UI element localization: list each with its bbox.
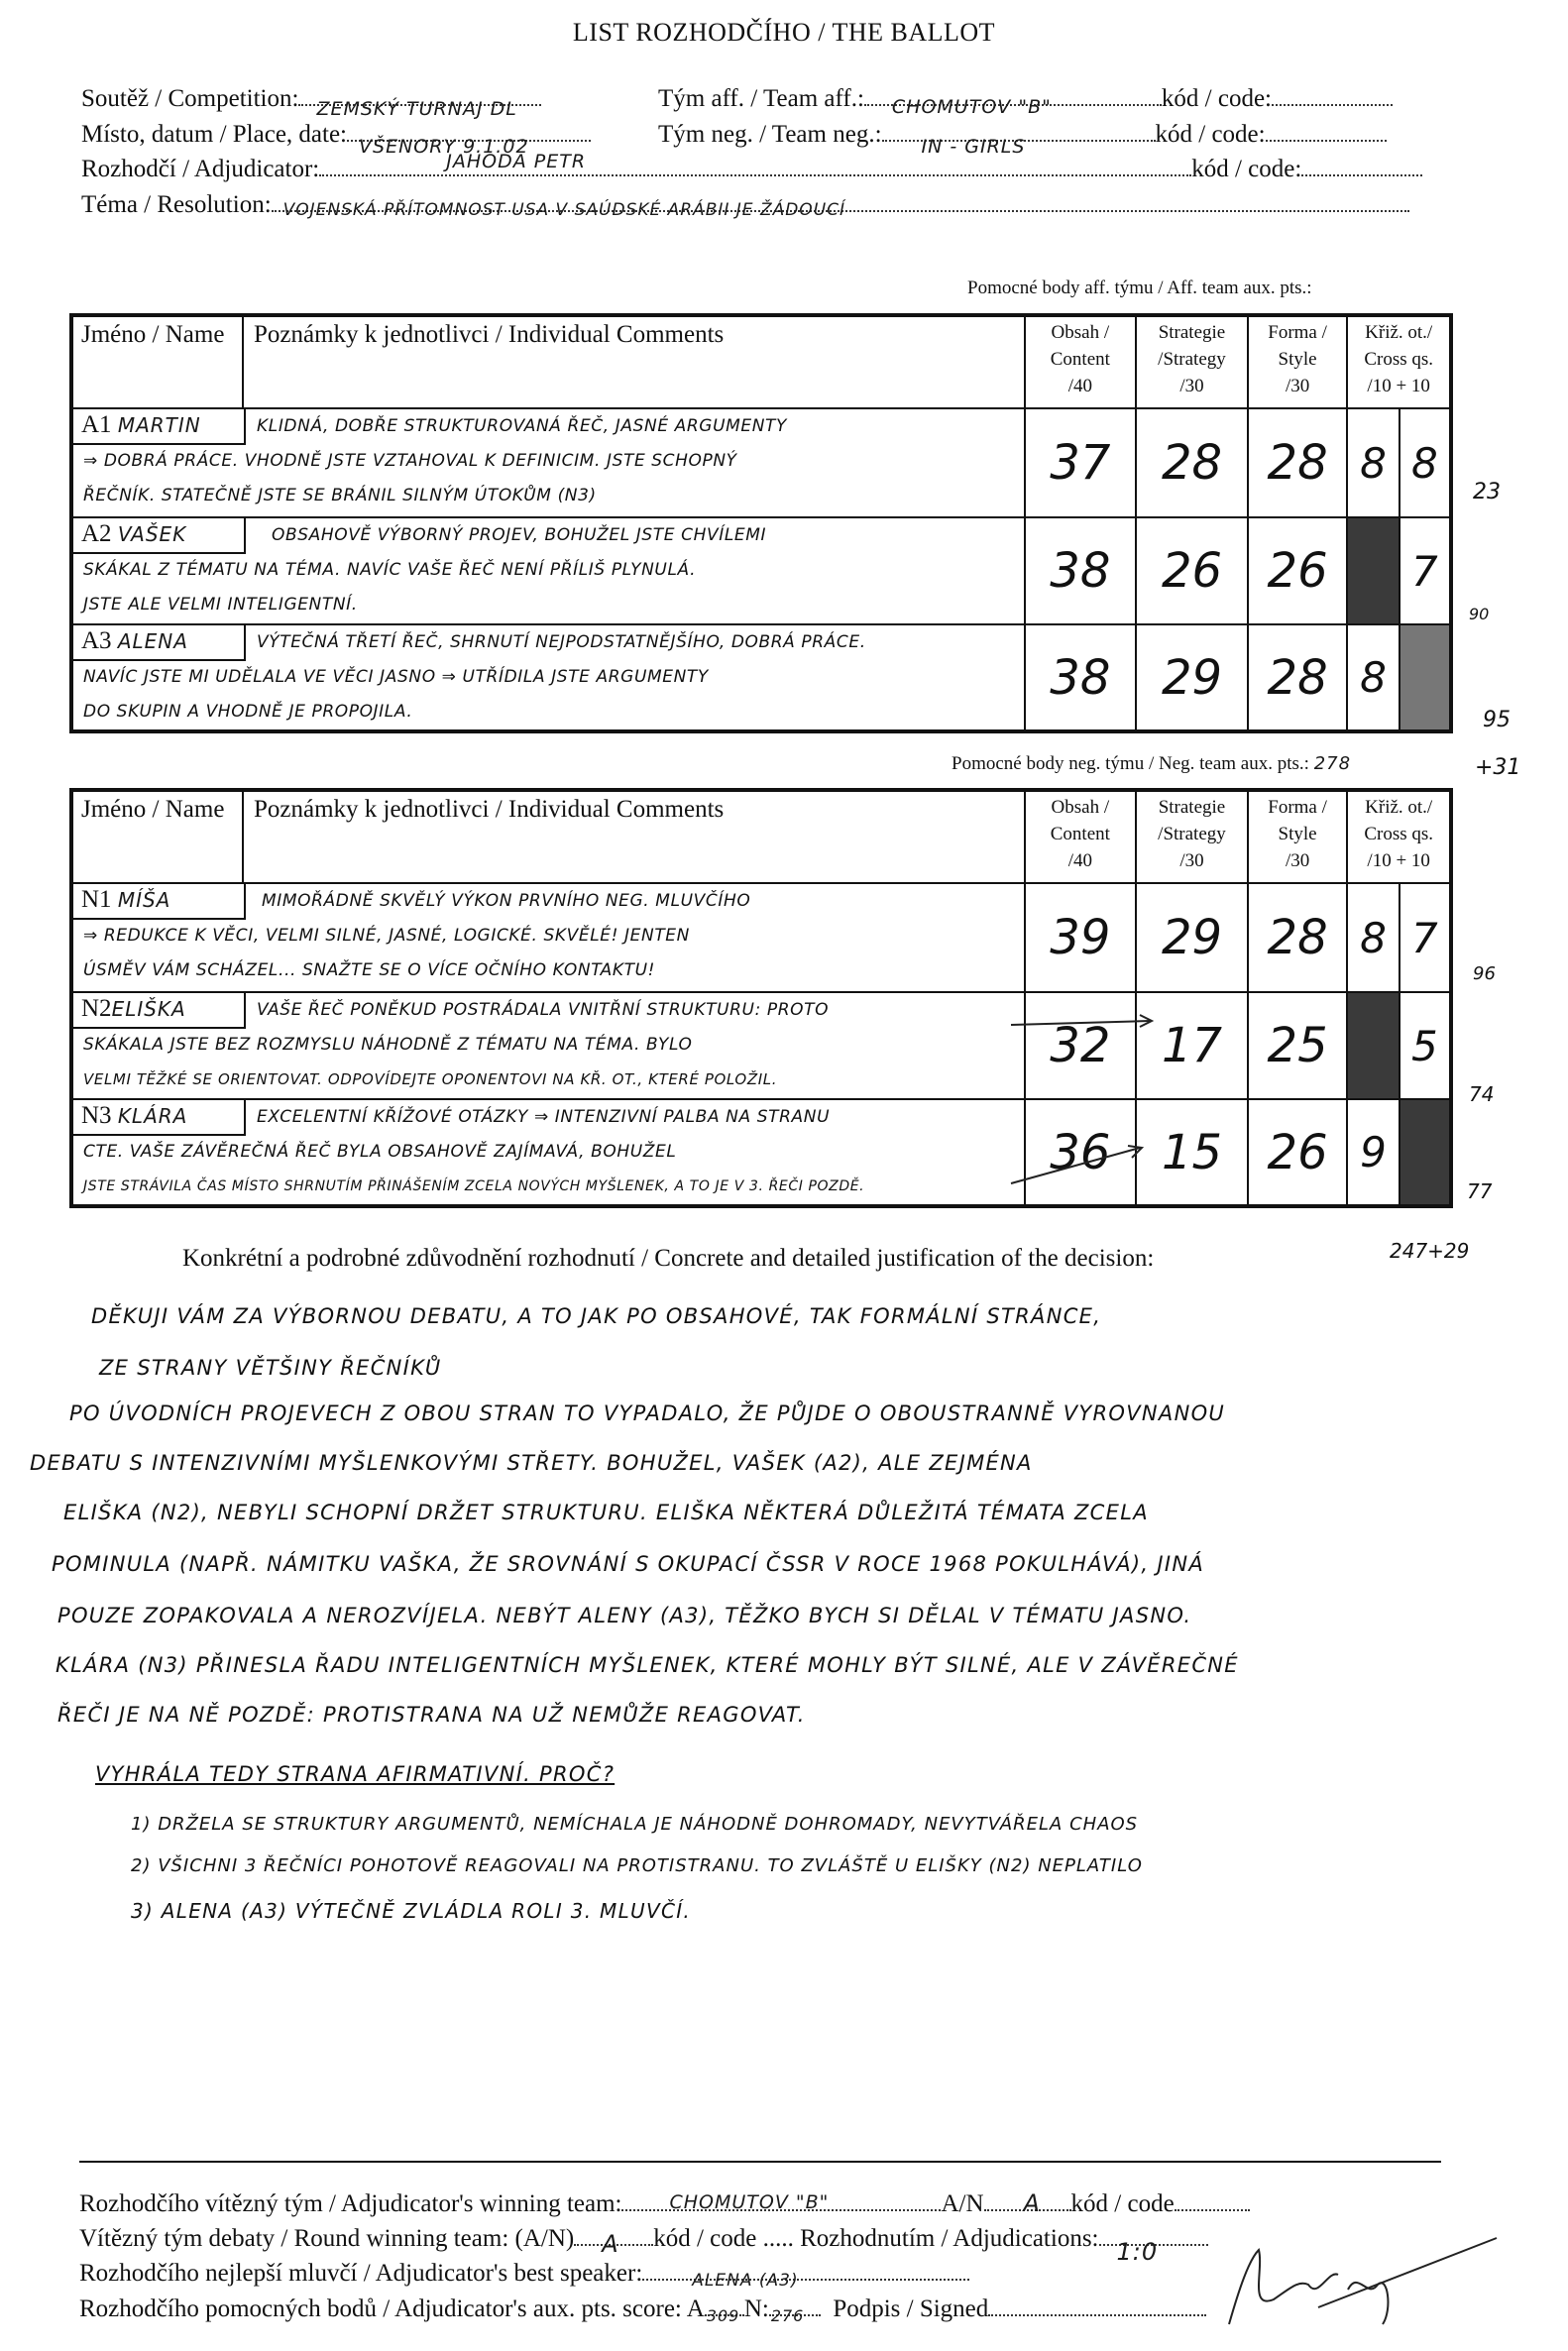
strategy-score[interactable]: 17 [1136, 992, 1248, 1099]
justification-line: ZE STRANY VĚTŠINY ŘEČNÍKŮ [99, 1356, 442, 1380]
speaker-comment-cell[interactable] [71, 992, 1025, 1099]
bonus-score[interactable]: 5 [1400, 992, 1451, 1099]
comment-line: SKÁKALA JSTE BEZ ROZMYSLU NÁHODNĚ Z TÉMATU NA TÉMA. BYLO [83, 1035, 693, 1055]
best-speaker-label: Rozhodčího nejlepší mluvčí / Adjudicator's best speaker: [79, 2260, 643, 2287]
comment-line: ⇒ REDUKCE K VĚCI, VELMI SILNÉ, JASNÉ, LOGICKÉ. SKVĚLÉ! JENTEN [83, 926, 690, 946]
aff-score-table [69, 313, 1453, 733]
style-score[interactable]: 28 [1248, 883, 1348, 992]
row-total-n1: 96 [1473, 963, 1496, 984]
cross-score[interactable]: 8 [1347, 624, 1399, 731]
place-label: Místo, datum / Place, date: [81, 121, 348, 148]
neg-header-row [71, 790, 1451, 883]
reason-item: 2) VŠICHNI 3 ŘEČNÍCI POHOTOVĚ REAGOVALI NA PROTISTRANU. TO ZVLÁŠTĚ U ELIŠKY (N2) NEPLATILO [131, 1855, 1143, 1876]
speaker-label: A2 [81, 520, 112, 547]
aux-a-field[interactable] [705, 2306, 744, 2325]
neg-aux-label: Pomocné body neg. týmu / Neg. team aux. pts.: 278 [952, 753, 1352, 774]
reason-item: 3) ALENA (A3) VÝTEČNĚ ZVLÁDLA ROLI 3. MLUVČÍ. [131, 1899, 692, 1923]
adjudicator-value: JAHODA PETR [446, 151, 587, 172]
bonus-score[interactable]: 7 [1400, 883, 1451, 992]
adjudicator-field[interactable] [319, 151, 1191, 176]
content-score[interactable]: 36 [1025, 1099, 1137, 1206]
adjudicator-code-label: kód / code: [1191, 156, 1302, 182]
justification-line: POMINULA (NAPŘ. NÁMITKU VAŠKA, ŽE SROVNÁNÍ S OKUPACÍ ČSSR V ROCE 1968 POKULHÁVÁ), JINÁ [52, 1552, 1204, 1576]
speaker-name: ALENA [117, 629, 188, 653]
bonus-score[interactable]: 8 [1400, 408, 1451, 517]
team-neg-row [658, 121, 1387, 158]
strategy-score[interactable]: 28 [1136, 408, 1248, 517]
cross-header: Křiž. ot./ Cross qs. /10 + 10 [1347, 790, 1451, 883]
style-header: Forma / Style /30 [1248, 790, 1348, 883]
round-winning-row [79, 2225, 1208, 2266]
speaker-row-a1 [71, 408, 1451, 517]
neg-score-table [69, 788, 1453, 1208]
strategy-score[interactable]: 26 [1136, 517, 1248, 624]
competition-field[interactable] [298, 98, 541, 120]
comment-line: KLIDNÁ, DOBŘE STRUKTUROVANÁ ŘEČ, JASNÉ ARGUMENTY [257, 416, 788, 436]
place-field[interactable] [347, 136, 591, 158]
team-aff-label: Tým aff. / Team aff.: [658, 85, 864, 112]
resolution-label: Téma / Resolution: [81, 191, 272, 218]
comment-line: EXCELENTNÍ KŘÍŽOVÉ OTÁZKY ⇒ INTENZIVNÍ PALBA NA STRANU [257, 1107, 831, 1127]
cross-score[interactable]: 8 [1347, 408, 1399, 517]
speaker-row-n1 [71, 883, 1451, 992]
bonus-score[interactable]: 7 [1400, 517, 1451, 624]
aux-n-field[interactable] [769, 2306, 821, 2325]
speaker-comment-cell[interactable] [71, 408, 1025, 517]
team-aff-row [658, 85, 1393, 118]
strategy-header: Strategie /Strategy /30 [1136, 315, 1248, 408]
team-aff-field[interactable] [864, 96, 1162, 118]
speaker-comment-cell[interactable] [71, 624, 1025, 731]
justification-line: POUZE ZOPAKOVALA A NEROZVÍJELA. NEBÝT ALENY (A3), TĚŽKO BYCH SI DĚLAL V TÉMATU JASNO. [57, 1604, 1192, 1627]
adjudications-value: 1:0 [1116, 2238, 1159, 2266]
justification-line: ŘEČI JE NA NĚ POZDĚ: PROTISTRANA NA UŽ NEMŮŽE REAGOVAT. [57, 1703, 806, 1727]
aff-sum-note: +31 [1475, 755, 1521, 780]
competition-value: ZEMSKÝ TURNAJ DL [316, 98, 517, 120]
comment-line: ⇒ DOBRÁ PRÁCE. VHODNĚ JSTE VZTAHOVAL K DEFINICIM. JSTE SCHOPNÝ [83, 451, 737, 471]
team-neg-value: IN - GIRLS [921, 136, 1026, 158]
content-header: Obsah / Content /40 [1025, 315, 1137, 408]
justification-line: DĚKUJI VÁM ZA VÝBORNOU DEBATU, A TO JAK PO OBSAHOVÉ, TAK FORMÁLNÍ STRÁNCE, [91, 1304, 1102, 1328]
adjudicator-label: Rozhodčí / Adjudicator: [81, 156, 320, 182]
justification-label: Konkrétní a podrobné zdůvodnění rozhodnutí / Concrete and detailed justification of the decision: [182, 1245, 1155, 1272]
an-field[interactable] [984, 2189, 1071, 2217]
bonus-score-shaded [1400, 624, 1451, 731]
speaker-comment-cell[interactable] [71, 1099, 1025, 1206]
reason-item: 1) DRŽELA SE STRUKTURY ARGUMENTŮ, NEMÍCHALA JE NÁHODNĚ DOHROMADY, NEVYTVÁŘELA CHAOS [131, 1814, 1139, 1835]
best-speaker-row [79, 2260, 969, 2291]
comment-line: OBSAHOVĚ VÝBORNÝ PROJEV, BOHUŽEL JSTE CHVÍLEMI [272, 525, 767, 545]
speaker-row-a3 [71, 624, 1451, 731]
content-score[interactable]: 38 [1025, 624, 1137, 731]
speaker-label: A3 [81, 627, 112, 654]
aff-header-row [71, 315, 1451, 408]
strategy-header: Strategie /Strategy /30 [1136, 790, 1248, 883]
competition-row [81, 85, 541, 120]
comment-line: VELMI TĚŽKÉ SE ORIENTOVAT. ODPOVÍDEJTE OPONENTOVI NA KŘ. OT., KTERÉ POLOŽIL. [83, 1070, 778, 1088]
best-speaker-value: ALENA (A3) [692, 2271, 799, 2291]
cross-score-shaded [1347, 517, 1399, 624]
justification-line: ELIŠKA (N2), NEBYLI SCHOPNÍ DRŽET STRUKTURU. ELIŠKA NĚKTERÁ DŮLEŽITÁ TÉMATA ZCELA [63, 1501, 1149, 1524]
speaker-label: N2 [81, 995, 112, 1022]
resolution-value: VOJENSKÁ PŘÍTOMNOST USA V SAÚDSKÉ ARÁBII JE ŽÁDOUCÍ [282, 200, 846, 220]
strategy-score[interactable]: 29 [1136, 883, 1248, 992]
comment-line: CTE. VAŠE ZÁVĚREČNÁ ŘEČ BYLA OBSAHOVĚ ZAJÍMAVÁ, BOHUŽEL [83, 1142, 677, 1162]
speaker-row-n3 [71, 1099, 1451, 1206]
resolution-field[interactable] [272, 200, 1409, 220]
speaker-row-n2 [71, 992, 1451, 1099]
winning-team-field[interactable] [621, 2191, 941, 2213]
style-score[interactable]: 26 [1248, 1099, 1348, 1206]
bonus-score-shaded [1400, 1099, 1451, 1206]
style-score[interactable]: 26 [1248, 517, 1348, 624]
neg-sum-note: 247+29 [1390, 1239, 1470, 1263]
row-total-a3: 95 [1483, 708, 1511, 732]
comments-header: Poznámky k jednotlivci / Individual Comments [243, 315, 1025, 408]
speaker-row-a2 [71, 517, 1451, 624]
name-header: Jméno / Name [71, 790, 243, 883]
adjudications-label: Rozhodnutím / Adjudications: [800, 2225, 1099, 2252]
cross-header: Křiž. ot./ Cross qs. /10 + 10 [1347, 315, 1451, 408]
winning-team-row [79, 2190, 1250, 2218]
row-total-n2: 74 [1469, 1082, 1495, 1106]
content-score[interactable]: 37 [1025, 408, 1137, 517]
strategy-score[interactable]: 15 [1136, 1099, 1248, 1206]
speaker-name: MARTIN [117, 413, 201, 437]
winning-team-label: Rozhodčího vítězný tým / Adjudicator's winning team: [79, 2190, 622, 2217]
best-speaker-field[interactable] [642, 2271, 969, 2291]
adjudicator-code-field[interactable] [1301, 174, 1422, 176]
team-neg-field[interactable] [882, 136, 1156, 158]
speaker-name: VAŠEK [117, 522, 187, 546]
cross-score[interactable]: 9 [1347, 1099, 1399, 1206]
content-score[interactable]: 32 [1025, 992, 1137, 1099]
speaker-name: ELIŠKA [111, 997, 186, 1021]
place-row [81, 121, 591, 158]
round-field[interactable] [574, 2230, 653, 2258]
annotation-arrows [991, 999, 1189, 1197]
team-aff-code-field[interactable] [1272, 104, 1393, 106]
comments-header: Poznámky k jednotlivci / Individual Comments [243, 790, 1025, 883]
style-header: Forma / Style /30 [1248, 315, 1348, 408]
signature-field[interactable] [988, 2314, 1206, 2316]
team-neg-code-label: kód / code: [1155, 121, 1266, 148]
style-score[interactable]: 25 [1248, 992, 1348, 1099]
speaker-name: KLÁRA [117, 1104, 188, 1128]
signature-graphic [1179, 2230, 1507, 2339]
footer-divider [79, 2161, 1441, 2163]
aux-label: Rozhodčího pomocných bodů / Adjudicator's aux. pts. score: A [79, 2295, 705, 2322]
comment-line: MIMOŘÁDNĚ SKVĚLÝ VÝKON PRVNÍHO NEG. MLUVČÍHO [262, 891, 751, 911]
winning-code-field[interactable] [1175, 2209, 1250, 2211]
neg-aux-value: 278 [1313, 753, 1352, 774]
content-score[interactable]: 38 [1025, 517, 1137, 624]
speaker-comment-cell[interactable] [71, 517, 1025, 624]
speaker-label: N1 [81, 886, 112, 913]
team-aff-value: CHOMUTOV "B" [891, 96, 1052, 118]
competition-label: Soutěž / Competition: [81, 85, 299, 112]
signed-label: Podpis / Signed [833, 2295, 989, 2322]
adjudicator-row [81, 151, 1422, 183]
justification-line: KLÁRA (N3) PŘINESLA ŘADU INTELIGENTNÍCH MYŠLENEK, KTERÉ MOHLY BÝT SILNÉ, ALE V ZÁVĚREČNÉ [56, 1653, 1239, 1677]
comment-line: SKÁKAL Z TÉMATU NA TÉMA. NAVÍC VAŠE ŘEČ NENÍ PŘÍLIŠ PLYNULÁ. [83, 560, 697, 580]
comment-line: VÝTEČNÁ TŘETÍ ŘEČ, SHRNUTÍ NEJPODSTATNĚJŠÍHO, DOBRÁ PRÁCE. [257, 632, 866, 652]
team-neg-code-field[interactable] [1266, 140, 1387, 142]
row-total-a2: 90 [1469, 605, 1490, 623]
winning-team-value: CHOMUTOV "B" [669, 2191, 830, 2213]
style-score[interactable]: 28 [1248, 408, 1348, 517]
justification-line: PO ÚVODNÍCH PROJEVECH Z OBOU STRAN TO VYPADALO, ŽE PŮJDE O OBOUSTRANNĚ VYROVNANOU [69, 1401, 1226, 1425]
style-score[interactable]: 28 [1248, 624, 1348, 731]
team-aff-code-label: kód / code: [1161, 85, 1273, 112]
speaker-label: A1 [81, 411, 112, 438]
comment-line: NAVÍC JSTE MI UDĚLALA VE VĚCI JASNO ⇒ UTŘÍDILA JSTE ARGUMENTY [83, 667, 709, 687]
speaker-name: MÍŠA [117, 888, 171, 912]
team-neg-label: Tým neg. / Team neg.: [658, 121, 882, 148]
round-value: A [602, 2230, 619, 2258]
speaker-comment-cell[interactable] [71, 883, 1025, 992]
place-value: VŠENORY 9.1.02 [359, 136, 529, 158]
justification-line: DEBATU S INTENZIVNÍMI MYŠLENKOVÝMI STŘETY. BOHUŽEL, VAŠEK (A2), ALE ZEJMÉNA [30, 1451, 1033, 1475]
aff-aux-label: Pomocné body aff. týmu / Aff. team aux. pts.: [967, 278, 1312, 298]
content-score[interactable]: 39 [1025, 883, 1137, 992]
content-header: Obsah / Content /40 [1025, 790, 1137, 883]
aux-score-row [79, 2295, 1206, 2323]
an-label: A/N [941, 2190, 984, 2217]
row-total-a1: 23 [1473, 480, 1501, 504]
comment-line: DO SKUPIN A VHODNĚ JE PROPOJILA. [83, 702, 413, 722]
comment-line: ŘEČNÍK. STATEČNĚ JSTE SE BRÁNIL SILNÝM ÚTOKŮM (N3) [83, 486, 597, 505]
strategy-score[interactable]: 29 [1136, 624, 1248, 731]
cross-score[interactable]: 8 [1347, 883, 1399, 992]
an-value: A [1023, 2189, 1041, 2217]
round-label: Vítězný tým debaty / Round winning team: (A/N) [79, 2225, 575, 2252]
aux-n-label: N: [743, 2295, 769, 2322]
row-total-n3: 77 [1467, 1179, 1493, 1203]
cross-score-shaded [1347, 992, 1399, 1099]
round-code-label: kód / code ..... [653, 2225, 794, 2252]
comment-line: JSTE ALE VELMI INTELIGENTNÍ. [83, 595, 358, 615]
speaker-label: N3 [81, 1102, 112, 1129]
winning-code-label: kód / code [1070, 2190, 1175, 2217]
name-header: Jméno / Name [71, 315, 243, 408]
resolution-row [81, 191, 1409, 219]
aux-a-value: 309 [706, 2306, 740, 2325]
comment-line: ÚSMĚV VÁM SCHÁZEL... SNAŽTE SE O VÍCE OČNÍHO KONTAKTU! [83, 960, 656, 980]
conclusion-heading: VYHRÁLA TEDY STRANA AFIRMATIVNÍ. PROČ? [95, 1762, 616, 1786]
comment-line: VAŠE ŘEČ PONĚKUD POSTRÁDALA VNITŘNÍ STRUKTURU: PROTO [257, 1000, 830, 1020]
ballot-title: LIST ROZHODČÍHO / THE BALLOT [572, 18, 996, 47]
comment-line: JSTE STRÁVILA ČAS MÍSTO SHRNUTÍM PŘINÁŠENÍM ZCELA NOVÝCH MYŠLENEK, A TO JE V 3. ŘEČI POZDĚ. [83, 1178, 865, 1194]
aux-n-value: 276 [770, 2306, 805, 2325]
